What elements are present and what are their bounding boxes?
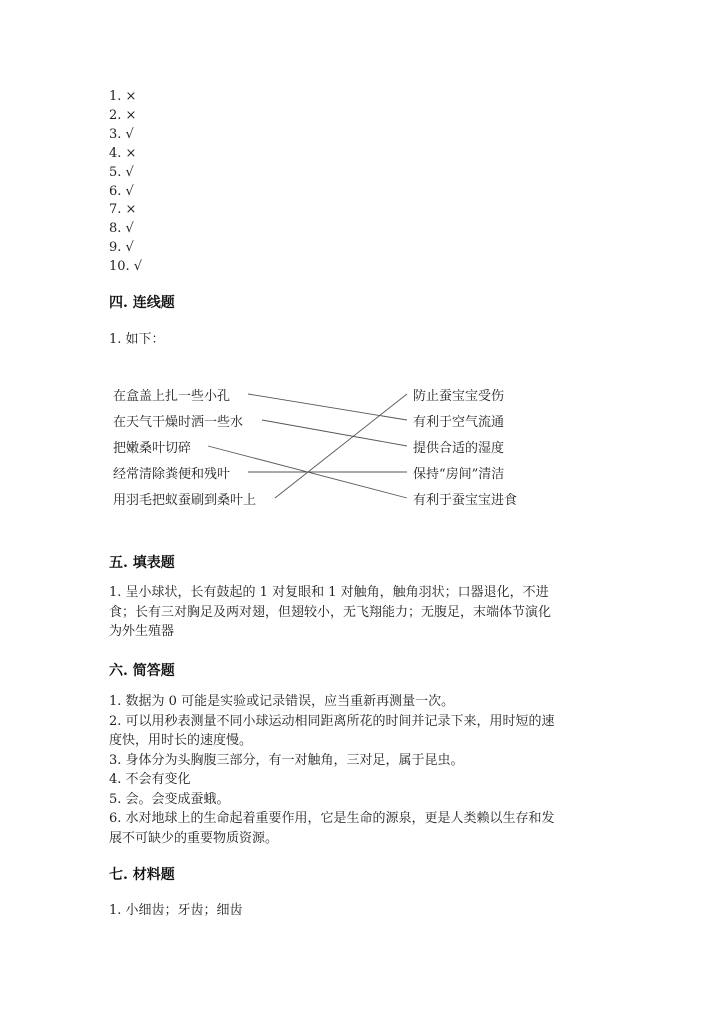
right-item: 保持“房间”清洁 (413, 467, 505, 482)
right-item: 提供合适的湿度 (413, 441, 505, 456)
connection-line (262, 420, 407, 446)
text-line: 3. 身体分为头胸腹三部分，有一对触角，三对足，属于昆虫。 (109, 752, 464, 768)
answer-item: 6. √ (109, 183, 134, 199)
section-title-matching: 四. 连线题 (109, 295, 175, 311)
connection-line (248, 394, 407, 420)
matching-intro: 1. 如下： (109, 332, 165, 347)
answer-item: 7. × (109, 202, 137, 218)
left-item: 用羽毛把蚁蚕刷到桑叶上 (113, 493, 257, 508)
text-line: 食；长有三对胸足及两对翅，但翅较小，无飞翔能力；无腹足，末端体节演化 (109, 604, 552, 620)
answer-item: 5. √ (109, 164, 134, 180)
text-line: 度快，用时长的速度慢。 (109, 733, 253, 748)
text-line: 5. 会。会变成蚕蛾。 (109, 791, 230, 807)
section-title-material: 七. 材料题 (109, 867, 175, 883)
answer-item: 9. √ (109, 240, 134, 256)
left-item: 把嫩桑叶切碎 (113, 441, 192, 456)
answer-item: 8. √ (109, 221, 134, 237)
right-item: 防止蚕宝宝受伤 (413, 389, 505, 404)
section-title-fill-table: 五. 填表题 (109, 555, 175, 571)
text-line: 6. 水对地球上的生命起着重要作用，它是生命的源泉，更是人类赖以生存和发 (109, 811, 555, 826)
material-answer: 1. 小细齿；牙齿；细齿 (109, 903, 243, 918)
answer-item: 2. × (109, 107, 137, 123)
text-line: 展不可缺少的重要物质资源。 (109, 830, 279, 846)
text-line: 1. 数据为 0 可能是实验或记录错误，应当重新再测量一次。 (109, 694, 455, 709)
left-item: 在天气干燥时洒一些水 (113, 415, 244, 430)
answer-item: 10. √ (109, 259, 143, 275)
answer-item: 3. √ (109, 126, 134, 142)
left-item: 在盒盖上扎一些小孔 (113, 389, 231, 404)
text-line: 1. 呈小球状，长有鼓起的 1 对复眼和 1 对触角，触角羽状；口器退化，不进 (109, 585, 549, 600)
fill-table-answer (109, 583, 615, 642)
true-false-answers (109, 88, 142, 277)
right-item: 有利于蚕宝宝进食 (413, 493, 518, 508)
answer-item: 4. × (109, 145, 137, 161)
text-line: 4. 不会有变化 (109, 772, 191, 787)
text-line: 为外生殖器 (109, 624, 175, 639)
answer-item: 1. × (109, 89, 137, 104)
section-title-short-answer: 六. 简答题 (109, 663, 175, 679)
text-line: 2. 可以用秒表测量不同小球运动相同距离所花的时间并记录下来，用时短的速 (109, 713, 555, 729)
matching-diagram (109, 380, 549, 520)
short-answers (109, 692, 615, 848)
left-item: 经常清除粪便和残叶 (113, 467, 231, 482)
right-item: 有利于空气流通 (413, 415, 505, 430)
